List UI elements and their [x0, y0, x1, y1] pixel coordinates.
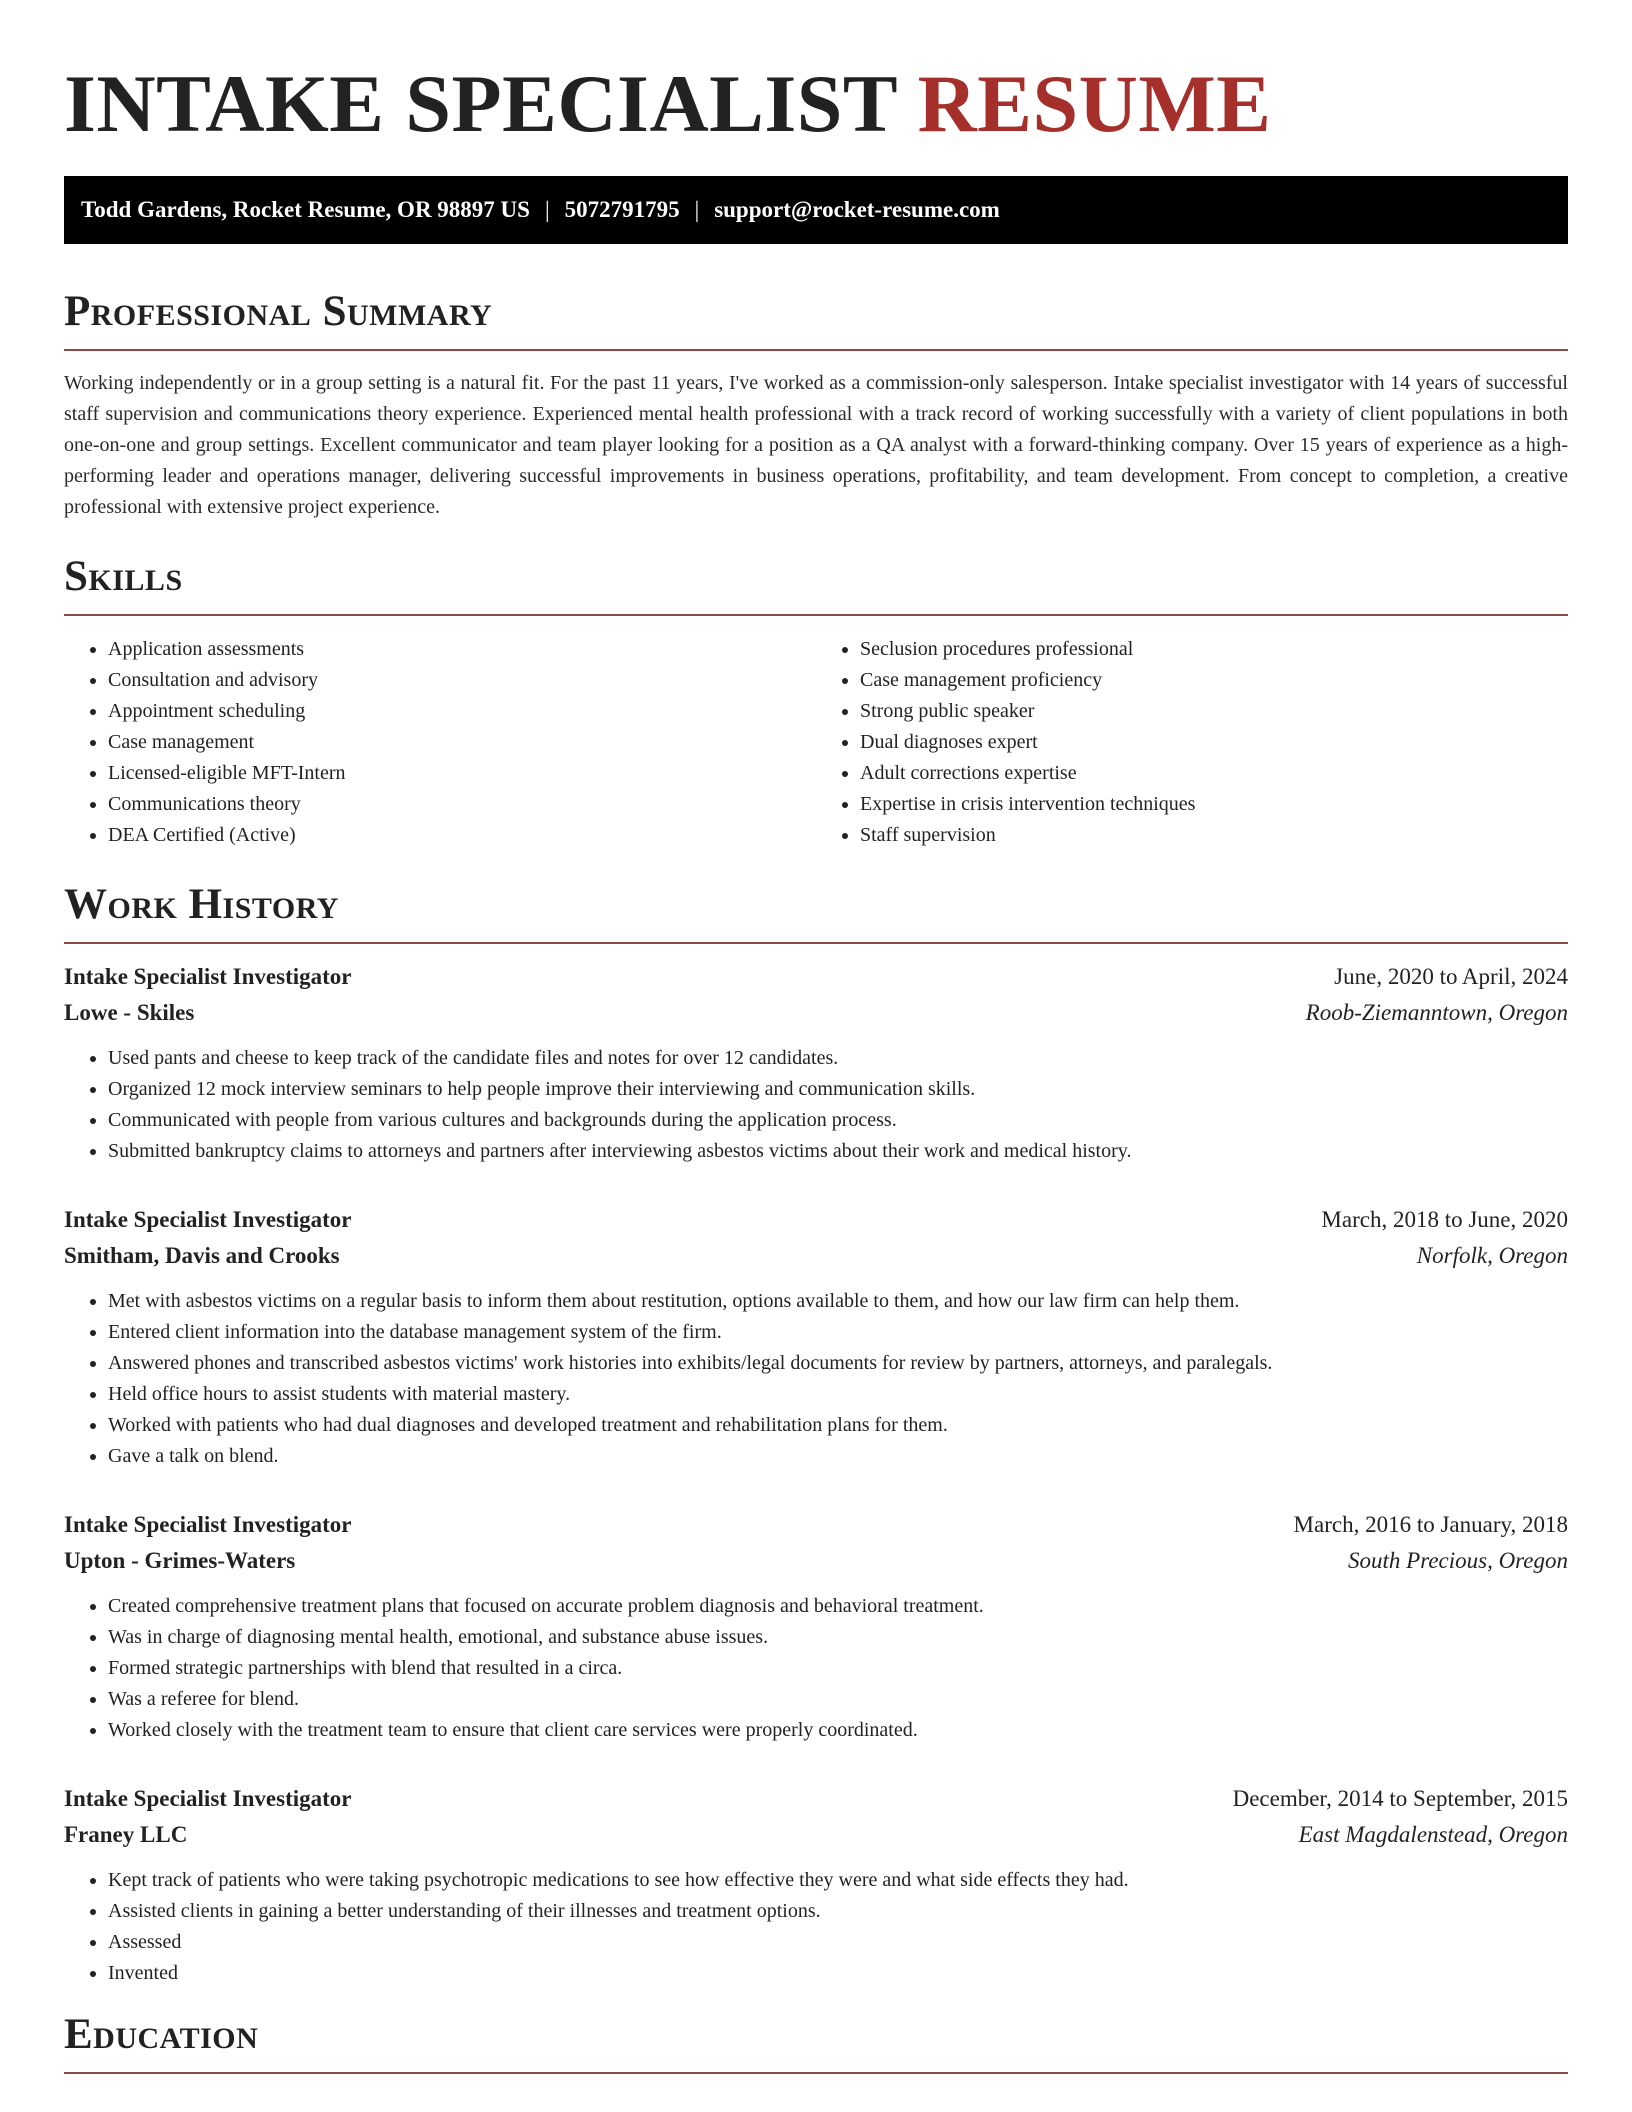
skill-item: • Appointment scheduling [108, 696, 816, 727]
job-bullet: • Organized 12 mock interview seminars to help people improve their interviewing and communication skills. [108, 1074, 1568, 1105]
job-bullet: • Was a referee for blend. [108, 1684, 1568, 1715]
job-header-row [64, 1507, 1568, 1543]
summary-section [64, 288, 1568, 523]
job-location: East Magdalenstead, Oregon [1298, 1822, 1568, 1847]
contact-address: Todd Gardens, Rocket Resume, OR 98897 US [81, 197, 530, 222]
job-title: Intake Specialist Investigator [64, 1786, 352, 1811]
job-bullet: • Worked closely with the treatment team to ensure that client care services were properly coordinated. [108, 1715, 1568, 1746]
job-entry [64, 1507, 1568, 1746]
skill-item: • Strong public speaker [860, 696, 1568, 727]
skill-item: • DEA Certified (Active) [108, 820, 816, 851]
job-entry [64, 959, 1568, 1167]
job-company-row [64, 1543, 1568, 1579]
job-bullet: • Entered client information into the database management system of the firm. [108, 1317, 1568, 1348]
contact-separator: | [544, 197, 550, 222]
job-dates: March, 2018 to June, 2020 [1321, 1207, 1568, 1232]
job-bullet: • Kept track of patients who were taking psychotropic medications to see how effective they were and what side effects they had. [108, 1865, 1568, 1896]
skills-heading: Skills [64, 553, 1568, 616]
job-bullet: • Met with asbestos victims on a regular basis to inform them about restitution, options available to them, and how our law firm can help them. [108, 1286, 1568, 1317]
summary-text: Working independently or in a group setting is a natural fit. For the past 11 years, I've worked as a commission-only salesperson. Intake specialist investigator with 14 years of successful staff supervision and communications theory experience. Experienced mental health professional with a track record of working successfully with a variety of client populations in both one-on-one and group settings. Excellent communicator and team player looking for a position as a QA analyst with a forward-thinking company. Over 15 years of experience as a high-performing leader and operations manager, delivering successful improvements in business operations, profitability, and team development. From concept to completion, a creative professional with extensive project experience. [64, 372, 1568, 518]
job-bullet: • Was in charge of diagnosing mental health, emotional, and substance abuse issues. [108, 1622, 1568, 1653]
contact-email: support@rocket-resume.com [714, 197, 1000, 222]
job-entry [64, 1781, 1568, 1989]
job-bullet: • Assessed [108, 1927, 1568, 1958]
job-location: Roob-Ziemanntown, Oregon [1305, 1000, 1568, 1025]
skill-item: • Case management [108, 727, 816, 758]
summary-heading: Professional Summary [64, 288, 1568, 351]
job-header-row [64, 1781, 1568, 1817]
skill-item: • Expertise in crisis intervention techniques [860, 789, 1568, 820]
contact-bar [64, 176, 1568, 244]
skills-column-left [64, 634, 816, 851]
job-bullet: • Held office hours to assist students with material mastery. [108, 1379, 1568, 1410]
job-company: Franey LLC [64, 1822, 188, 1847]
job-bullet: • Assisted clients in gaining a better understanding of their illnesses and treatment options. [108, 1896, 1568, 1927]
job-entry [64, 1202, 1568, 1472]
education-section [64, 2011, 1568, 2074]
job-bullets [64, 1865, 1568, 1989]
skills-section [64, 553, 1568, 851]
contact-separator: | [694, 197, 700, 222]
skill-item: • Case management proficiency [860, 665, 1568, 696]
education-heading: Education [64, 2011, 1568, 2074]
job-bullet: • Invented [108, 1958, 1568, 1989]
job-bullet: • Submitted bankruptcy claims to attorneys and partners after interviewing asbestos victims about their work and medical history. [108, 1136, 1568, 1167]
skill-item: • Dual diagnoses expert [860, 727, 1568, 758]
job-dates: March, 2016 to January, 2018 [1293, 1512, 1568, 1537]
job-title: Intake Specialist Investigator [64, 1207, 352, 1232]
work-history-heading: Work History [64, 881, 1568, 944]
job-bullet: • Created comprehensive treatment plans that focused on accurate problem diagnosis and behavioral treatment. [108, 1591, 1568, 1622]
job-bullet: • Formed strategic partnerships with blend that resulted in a circa. [108, 1653, 1568, 1684]
job-title: Intake Specialist Investigator [64, 1512, 352, 1537]
job-bullets [64, 1286, 1568, 1472]
resume-title [64, 0, 1568, 150]
job-dates: December, 2014 to September, 2015 [1232, 1786, 1568, 1811]
job-bullet: • Worked with patients who had dual diagnoses and developed treatment and rehabilitation plans for them. [108, 1410, 1568, 1441]
contact-phone: 5072791795 [564, 197, 680, 222]
job-company-row [64, 1238, 1568, 1274]
title-accent: RESUME [917, 58, 1272, 149]
job-dates: June, 2020 to April, 2024 [1334, 964, 1568, 989]
skill-item: • Licensed-eligible MFT-Intern [108, 758, 816, 789]
job-company: Lowe - Skiles [64, 1000, 195, 1025]
job-bullet: • Used pants and cheese to keep track of the candidate files and notes for over 12 candidates. [108, 1043, 1568, 1074]
skill-item: • Application assessments [108, 634, 816, 665]
job-company: Upton - Grimes-Waters [64, 1548, 296, 1573]
job-company-row [64, 1817, 1568, 1853]
job-location: Norfolk, Oregon [1416, 1243, 1568, 1268]
job-location: South Precious, Oregon [1348, 1548, 1568, 1573]
job-company: Smitham, Davis and Crooks [64, 1243, 340, 1268]
job-bullets [64, 1043, 1568, 1167]
job-title: Intake Specialist Investigator [64, 964, 352, 989]
skills-list [64, 634, 1568, 851]
job-header-row [64, 1202, 1568, 1238]
job-bullets [64, 1591, 1568, 1746]
skill-item: • Staff supervision [860, 820, 1568, 851]
title-main: INTAKE SPECIALIST [64, 58, 897, 149]
skill-item: • Seclusion procedures professional [860, 634, 1568, 665]
job-company-row [64, 995, 1568, 1031]
job-bullet: • Communicated with people from various cultures and backgrounds during the application process. [108, 1105, 1568, 1136]
skill-item: • Consultation and advisory [108, 665, 816, 696]
skill-item: • Communications theory [108, 789, 816, 820]
job-header-row [64, 959, 1568, 995]
skill-item: • Adult corrections expertise [860, 758, 1568, 789]
job-bullet: • Answered phones and transcribed asbestos victims' work histories into exhibits/legal documents for review by partners, attorneys, and paralegals. [108, 1348, 1568, 1379]
work-history-section [64, 881, 1568, 1989]
skills-column-right [816, 634, 1568, 851]
job-bullet: • Gave a talk on blend. [108, 1441, 1568, 1472]
